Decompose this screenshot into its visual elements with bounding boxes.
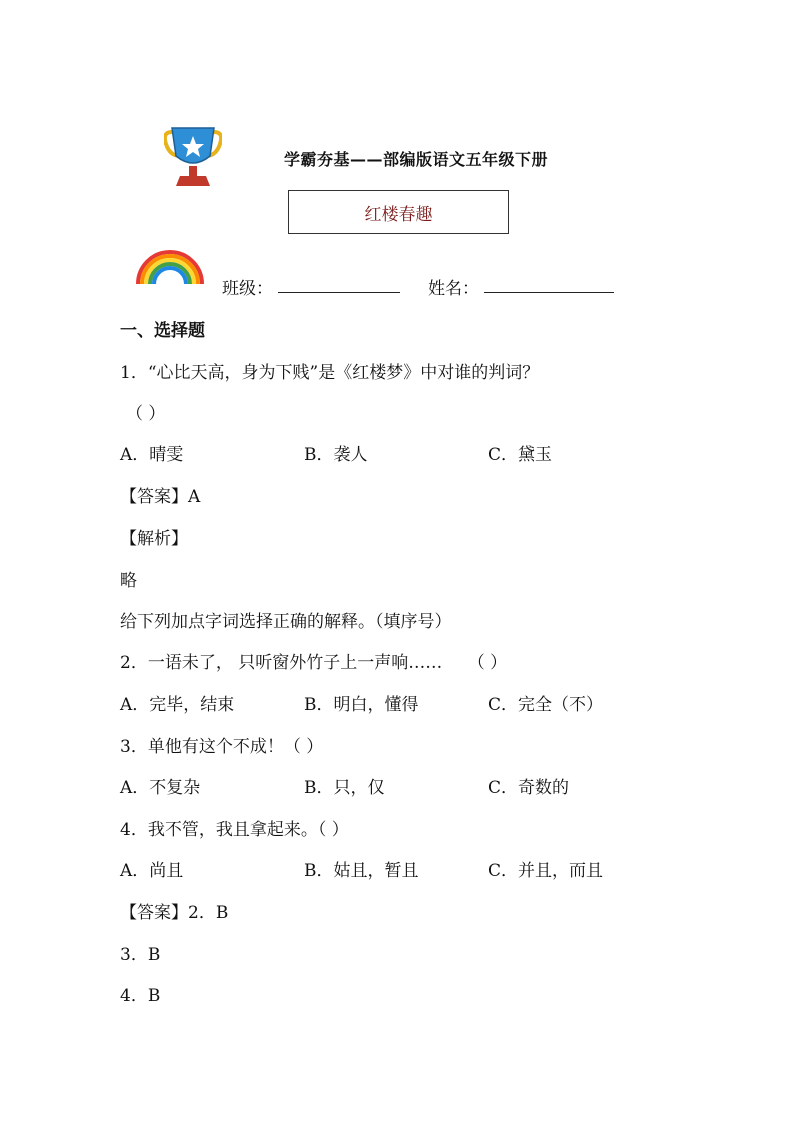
- document-header-title: 学霸夯基——部编版语文五年级下册: [284, 150, 549, 169]
- class-label: 班级：: [222, 279, 273, 299]
- option-b: B．只，仅: [304, 778, 385, 798]
- trophy-icon: [164, 126, 222, 190]
- option-b: B．袭人: [304, 445, 368, 465]
- analysis-text: 略: [120, 571, 137, 591]
- rainbow-icon: [134, 248, 206, 286]
- option-a: A．晴雯: [120, 445, 184, 465]
- name-label: 姓名：: [428, 279, 479, 299]
- question-1-blank: （ ）: [126, 404, 166, 424]
- option-b: B．姑且，暂且: [304, 861, 419, 881]
- question-1-text: 1．“心比天高，身为下贱”是《红楼梦》中对谁的判词？: [120, 363, 540, 383]
- option-c: C．奇数的: [488, 778, 570, 798]
- section-heading: 一、选择题: [120, 321, 205, 341]
- question-2-text: 2．一语未了， 只听窗外竹子上一声响…… （ ）: [120, 653, 508, 673]
- option-c: C．完全（不）: [488, 695, 604, 715]
- question-2-options: [0, 690, 794, 714]
- option-a: A．完毕，结束: [120, 695, 235, 715]
- question-4-options: [0, 856, 794, 880]
- analysis-label: 【解析】: [120, 529, 188, 549]
- option-c: C．并且，而且: [488, 861, 604, 881]
- answer-block-line: 3．B: [120, 945, 161, 965]
- question-3-options: [0, 773, 794, 797]
- option-c: C．黛玉: [488, 445, 553, 465]
- option-a: A．不复杂: [120, 778, 201, 798]
- answer-block-line: 4．B: [120, 986, 161, 1006]
- question-1-options: [0, 440, 794, 464]
- answer-1: 【答案】A: [120, 487, 201, 507]
- lesson-title-box: 红楼春趣: [288, 190, 509, 234]
- name-field[interactable]: [484, 292, 614, 293]
- instruction-text: 给下列加点字词选择正确的解释。（填序号）: [120, 612, 452, 632]
- question-3-text: 3．单他有这个不成！（ ）: [120, 737, 324, 757]
- answer-block-line: 【答案】2．B: [120, 903, 229, 923]
- class-field[interactable]: [278, 292, 400, 293]
- option-b: B．明白，懂得: [304, 695, 419, 715]
- question-4-text: 4．我不管，我且拿起来。（ ）: [120, 820, 349, 840]
- option-a: A．尚且: [120, 861, 184, 881]
